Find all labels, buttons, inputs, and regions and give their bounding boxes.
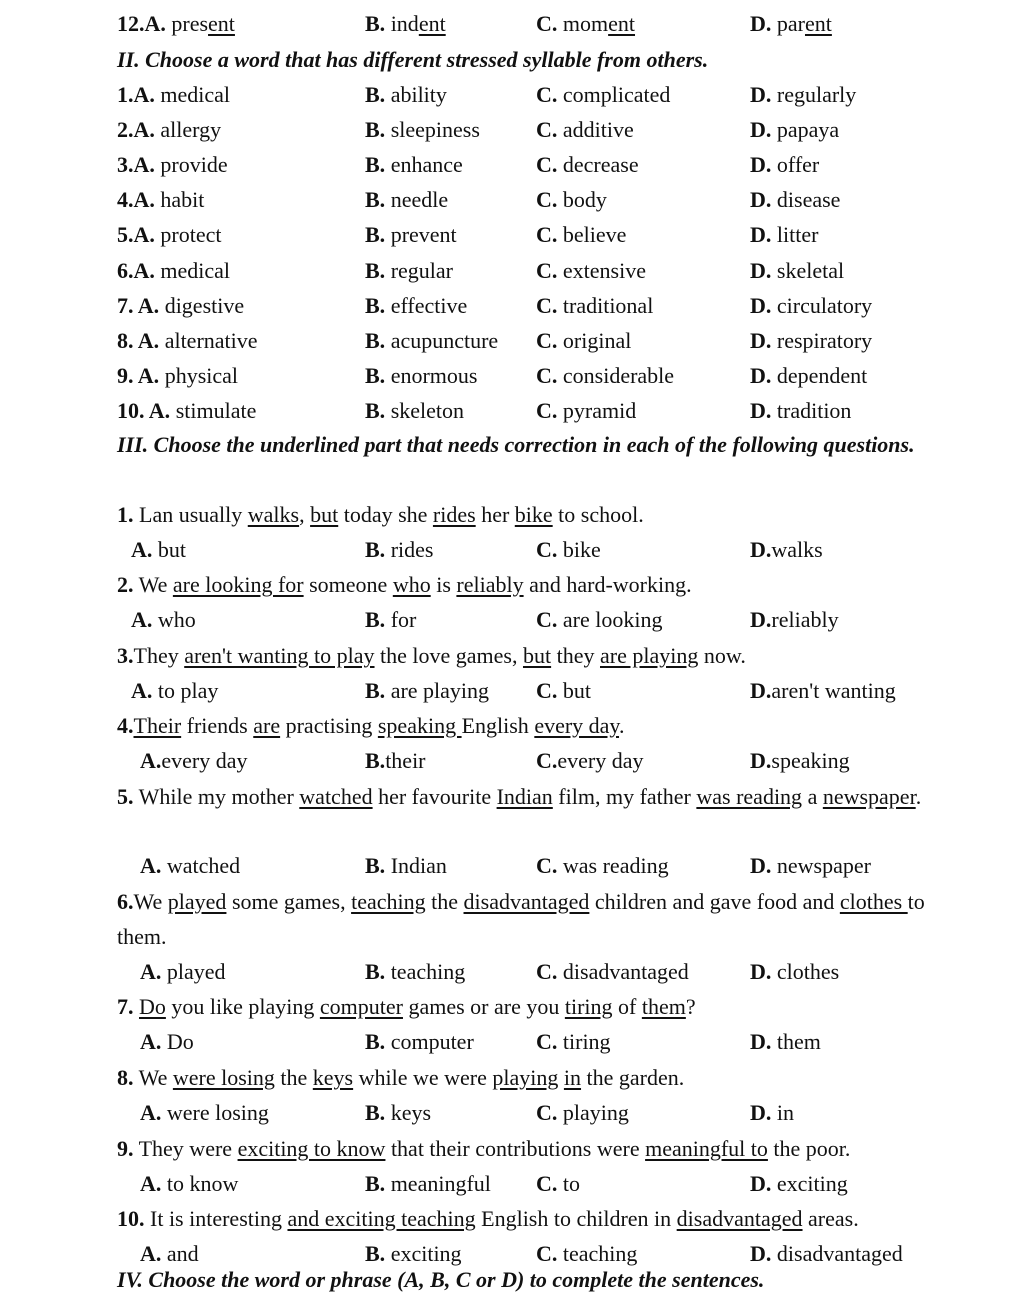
option-d: D. them bbox=[750, 1029, 821, 1054]
option-c: C. moment bbox=[536, 11, 636, 36]
question-6: 6.We played some games, teaching the disadvantaged children and gave food and clothes to them. bbox=[117, 889, 925, 949]
option-d: D. in bbox=[750, 1100, 795, 1125]
option-c: C. bike bbox=[536, 537, 601, 562]
option-a: 3.A. provide bbox=[117, 152, 228, 178]
option-b: B. exciting bbox=[365, 1241, 462, 1266]
option-b: B. keys bbox=[365, 1100, 432, 1125]
question-3: 3.They aren't wanting to play the love games, but they are playing now. bbox=[117, 643, 746, 668]
option-d: D. dependent bbox=[750, 362, 868, 388]
option-b: B. Indian bbox=[365, 853, 447, 878]
option-d: D. tradition bbox=[750, 397, 852, 423]
section-2-row bbox=[0, 217, 1024, 252]
option-d: D. circulatory bbox=[750, 292, 873, 318]
question-2-options bbox=[0, 602, 1024, 637]
question-8-options bbox=[0, 1095, 1024, 1130]
option-b: B. teaching bbox=[365, 959, 466, 984]
option-a: A. who bbox=[131, 607, 196, 632]
option-d: D. newspaper bbox=[750, 853, 871, 878]
option-c: C. complicated bbox=[536, 82, 671, 107]
section-2-row bbox=[0, 288, 1024, 323]
section-2-row bbox=[0, 323, 1024, 358]
option-b: B. are playing bbox=[365, 678, 490, 703]
option-d: D. parent bbox=[750, 11, 832, 36]
option-a: A. Do bbox=[140, 1029, 194, 1054]
option-d: D. clothes bbox=[750, 959, 840, 984]
question-4: 4.Their friends are practising speaking English every day. bbox=[117, 713, 625, 738]
option-d: D. disease bbox=[750, 187, 841, 213]
option-b: B. computer bbox=[365, 1029, 474, 1054]
question-10: 10. It is interesting and exciting teaching English to children in disadvantaged areas. bbox=[117, 1206, 859, 1231]
question-5: 5. While my mother watched her favourite Indian film, my father was reading a newspaper. bbox=[117, 784, 922, 809]
option-b: B. prevent bbox=[365, 222, 457, 248]
option-c: C. extensive bbox=[536, 257, 646, 283]
option-a: A.every day bbox=[140, 748, 248, 773]
question-6-options bbox=[0, 954, 1024, 989]
option-c: C. pyramid bbox=[536, 397, 637, 423]
option-c: C.every day bbox=[536, 748, 644, 773]
section-4-heading-cut: IV. Choose the word or phrase (A, B, C or D) to complete the sentences. bbox=[117, 1267, 765, 1292]
option-b: B. enormous bbox=[365, 362, 478, 388]
option-d: D. papaya bbox=[750, 117, 840, 143]
section-3-heading: III. Choose the underlined part that needs correction in each of the following questions. bbox=[117, 432, 915, 457]
option-b: B. needle bbox=[365, 187, 449, 213]
option-a: 1.A. medical bbox=[117, 82, 231, 107]
option-d: D. exciting bbox=[750, 1171, 848, 1196]
option-c: C. original bbox=[536, 327, 632, 353]
option-b: B. effective bbox=[365, 292, 468, 318]
option-c: C. considerable bbox=[536, 362, 675, 388]
question-1: 1. Lan usually walks, but today she rides her bike to school. bbox=[117, 502, 644, 527]
option-a: A. played bbox=[140, 959, 226, 984]
section-2-row bbox=[0, 393, 1024, 428]
option-a: 9. A. physical bbox=[117, 362, 239, 388]
option-a: 2.A. allergy bbox=[117, 117, 222, 143]
section-2-heading: II. Choose a word that has different stressed syllable from others. bbox=[117, 47, 709, 72]
question-4-options bbox=[0, 743, 1024, 778]
option-c: C. teaching bbox=[536, 1241, 638, 1266]
question-1-options bbox=[0, 532, 1024, 567]
option-d: D. offer bbox=[750, 152, 820, 178]
question-5-options bbox=[0, 848, 1024, 883]
option-a: A. were losing bbox=[140, 1100, 269, 1125]
option-c: C. decrease bbox=[536, 152, 639, 178]
option-b: B. regular bbox=[365, 257, 453, 283]
option-d: D.aren't wanting bbox=[750, 678, 896, 703]
option-d: D. skeletal bbox=[750, 257, 845, 283]
section-2-row bbox=[0, 77, 1024, 112]
option-c: C. body bbox=[536, 187, 607, 213]
option-a: A. but bbox=[131, 537, 187, 562]
option-a: 4.A. habit bbox=[117, 187, 205, 213]
option-b: B. ability bbox=[365, 82, 447, 107]
option-a: A. to play bbox=[131, 678, 219, 703]
option-a: 6.A. medical bbox=[117, 257, 231, 283]
question-12-row bbox=[0, 6, 1024, 41]
option-d: D. litter bbox=[750, 222, 819, 248]
question-9: 9. They were exciting to know that their contributions were meaningful to the poor. bbox=[117, 1136, 851, 1161]
option-c: C. believe bbox=[536, 222, 627, 248]
option-b: B. acupuncture bbox=[365, 327, 499, 353]
option-a: A. and bbox=[140, 1241, 199, 1266]
question-3-options bbox=[0, 673, 1024, 708]
option-b: B.their bbox=[365, 748, 426, 773]
option-c: C. are looking bbox=[536, 607, 663, 632]
option-d: D. regularly bbox=[750, 82, 857, 107]
section-2-row bbox=[0, 182, 1024, 217]
section-2-row bbox=[0, 253, 1024, 288]
option-c: C. traditional bbox=[536, 292, 654, 318]
option-c: C. additive bbox=[536, 117, 634, 143]
option-d: D. respiratory bbox=[750, 327, 873, 353]
option-c: C. was reading bbox=[536, 853, 669, 878]
option-d: D.speaking bbox=[750, 748, 850, 773]
option-a: 5.A. protect bbox=[117, 222, 222, 248]
section-2-row bbox=[0, 147, 1024, 182]
question-10-options bbox=[0, 1236, 1024, 1271]
option-c: C. to bbox=[536, 1171, 581, 1196]
question-9-options bbox=[0, 1166, 1024, 1201]
section-2-row bbox=[0, 358, 1024, 393]
option-d: D.walks bbox=[750, 537, 823, 562]
option-a: A. watched bbox=[140, 853, 241, 878]
option-d: D.reliably bbox=[750, 607, 839, 632]
option-a: 7. A. digestive bbox=[117, 292, 245, 318]
question-7: 7. Do you like playing computer games or are you tiring of them? bbox=[117, 994, 696, 1019]
option-b: B. skeleton bbox=[365, 397, 465, 423]
option-a: A. to know bbox=[140, 1171, 239, 1196]
option-b: B. sleepiness bbox=[365, 117, 480, 143]
option-a: 12.A. present bbox=[117, 11, 235, 36]
option-c: C. playing bbox=[536, 1100, 629, 1125]
option-b: B. meaningful bbox=[365, 1171, 491, 1196]
section-2-row bbox=[0, 112, 1024, 147]
question-8: 8. We were losing the keys while we were playing in the garden. bbox=[117, 1065, 685, 1090]
option-c: C. but bbox=[536, 678, 592, 703]
option-c: C. disadvantaged bbox=[536, 959, 689, 984]
option-b: B. rides bbox=[365, 537, 434, 562]
option-d: D. disadvantaged bbox=[750, 1241, 903, 1266]
question-7-options bbox=[0, 1024, 1024, 1059]
question-2: 2. We are looking for someone who is reliably and hard-working. bbox=[117, 572, 692, 597]
option-a: 10. A. stimulate bbox=[117, 397, 257, 423]
option-b: B. enhance bbox=[365, 152, 463, 178]
option-a: 8. A. alternative bbox=[117, 327, 258, 353]
option-b: B. for bbox=[365, 607, 417, 632]
option-b: B. indent bbox=[365, 11, 446, 36]
option-c: C. tiring bbox=[536, 1029, 611, 1054]
